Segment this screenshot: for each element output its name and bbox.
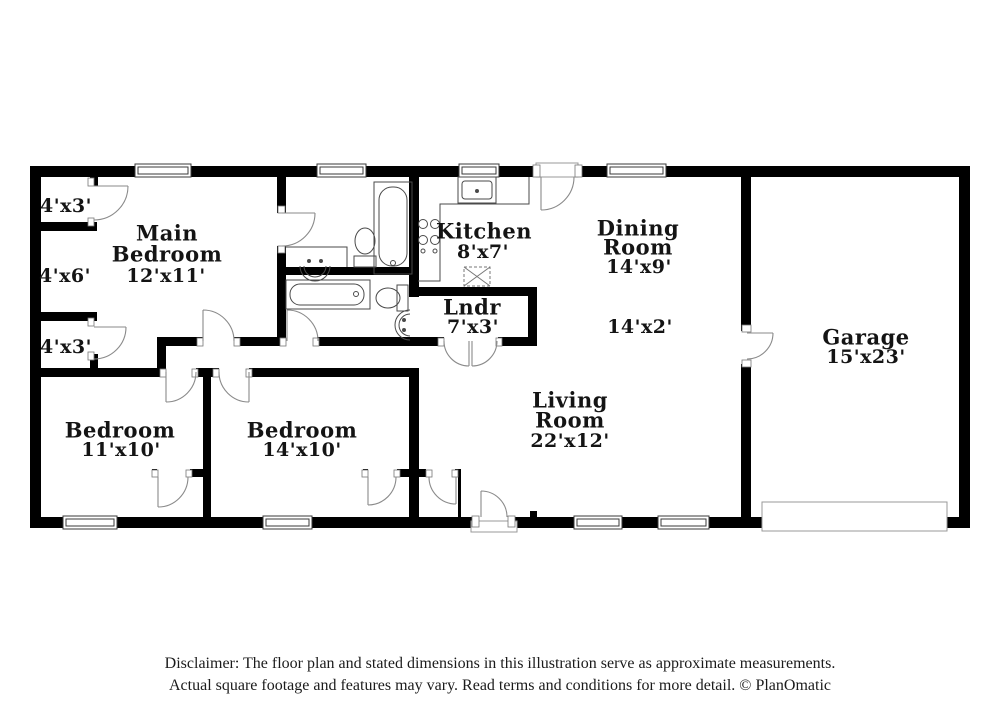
door-closet-top	[94, 186, 128, 220]
window-dining	[607, 164, 666, 177]
wall-right	[959, 166, 970, 528]
label-kitchen: Kitchen	[435, 218, 533, 244]
wall-garage-lower	[741, 364, 751, 528]
label-closet-middle: 4'x6'	[39, 265, 91, 287]
window-main-bedroom	[135, 164, 191, 177]
label-living-dims: 22'x12'	[530, 430, 610, 452]
dishwasher-dashed-box	[464, 267, 490, 286]
door-front-bottom	[481, 491, 507, 517]
label-garage-dims: 15'x23'	[826, 346, 906, 368]
label-dining-line1: Dining	[596, 215, 680, 241]
door-garage-entry	[747, 333, 773, 359]
label-laundry: Lndr	[443, 294, 501, 320]
faucet-dot	[403, 319, 406, 322]
wall-kitchen-left	[409, 166, 419, 297]
label-living-line2: Room	[535, 407, 605, 433]
wall-laundry-right	[528, 287, 537, 343]
label-main-bedroom-line2: Bedroom	[111, 241, 223, 267]
toilet-ensuite-tank	[354, 256, 376, 267]
faucet-dot	[308, 260, 311, 263]
label-garage: Garage	[822, 324, 910, 350]
label-main-bedroom-dims: 12'x11'	[126, 265, 206, 287]
window-bathroom	[317, 164, 366, 177]
door-ensuite-bath	[282, 213, 315, 246]
kitchen-faucet	[476, 190, 479, 193]
label-dining-line2: Room	[603, 234, 673, 260]
window-bedroom-mid	[263, 516, 312, 529]
label-laundry-dims: 7'x3'	[447, 316, 499, 338]
wall-hall-bottom-2	[249, 368, 409, 377]
wall-garage-upper	[741, 166, 751, 331]
door-bedroom-left	[166, 372, 196, 402]
stove-knob	[433, 249, 437, 253]
disclaimer-line2: Actual square footage and features may vary. Read terms and conditions for more detail. © PlanOmatic	[168, 677, 831, 694]
label-bedroom-left-dims: 11'x10'	[81, 439, 161, 461]
faucet-dot	[320, 260, 323, 263]
tub-faucet	[354, 292, 359, 297]
window-kitchen	[459, 164, 499, 177]
window-living-1	[574, 516, 622, 529]
label-kitchen-dims: 8'x7'	[457, 241, 509, 263]
bathtub-hall-inner	[290, 284, 364, 305]
door-closet-bedroom-left	[158, 477, 188, 507]
garage-vehicle-door	[762, 502, 947, 531]
wall-hall-top-3	[317, 337, 444, 346]
label-main-bedroom-line1: Main	[135, 220, 199, 246]
label-bedroom-left: Bedroom	[64, 417, 176, 443]
stove-burner	[419, 236, 428, 245]
wall-closet-row-bottom	[41, 368, 161, 377]
toilet-hall-tank	[397, 285, 408, 311]
door-bedroom-mid	[219, 372, 249, 402]
label-living-line1: Living	[532, 387, 608, 413]
disclaimer-line1: Disclaimer: The floor plan and stated dimensions in this illustration serve as approximate measurements.	[164, 655, 836, 672]
stove-knob	[421, 249, 425, 253]
label-closet-bottom: 4'x3'	[40, 336, 92, 358]
door-closet-living	[429, 477, 456, 504]
bathtub-ensuite-inner	[379, 187, 407, 266]
door-main-bedroom	[203, 310, 234, 341]
wall-stub-entry	[530, 511, 537, 517]
wall-hall-top-2	[234, 337, 286, 346]
window-bedroom-left	[63, 516, 117, 529]
label-bedroom-mid-dims: 14'x10'	[262, 439, 342, 461]
door-hall-bath	[287, 310, 318, 341]
door-laundry-double	[444, 341, 497, 366]
wall-bedroom-living	[409, 368, 419, 517]
tub-faucet	[391, 261, 396, 266]
front-door-top-threshold	[536, 163, 578, 177]
label-dining-dims: 14'x9'	[606, 256, 672, 278]
wall-bathroom-left-lower	[277, 246, 286, 343]
faucet-dot	[403, 329, 406, 332]
toilet-hall-bowl	[376, 288, 400, 308]
sink-hall	[395, 310, 410, 340]
wall-between-bedrooms	[203, 377, 211, 517]
wall-hall-top-4	[498, 337, 537, 346]
wall-closet-bed2-b	[397, 469, 426, 477]
wall-closet-living-right	[458, 477, 461, 517]
vanity-counter	[286, 247, 347, 267]
window-living-2	[658, 516, 709, 529]
label-nook-dims: 14'x2'	[607, 316, 673, 338]
door-front-top	[541, 177, 574, 210]
door-closet-bedroom-mid	[368, 477, 396, 505]
label-closet-top: 4'x3'	[40, 195, 92, 217]
door-closet-bottom	[94, 327, 126, 359]
stove-burner	[419, 220, 428, 229]
toilet-ensuite-bowl	[355, 228, 375, 254]
label-bedroom-mid: Bedroom	[246, 417, 358, 443]
wall-closet-bed1-b	[190, 469, 211, 477]
